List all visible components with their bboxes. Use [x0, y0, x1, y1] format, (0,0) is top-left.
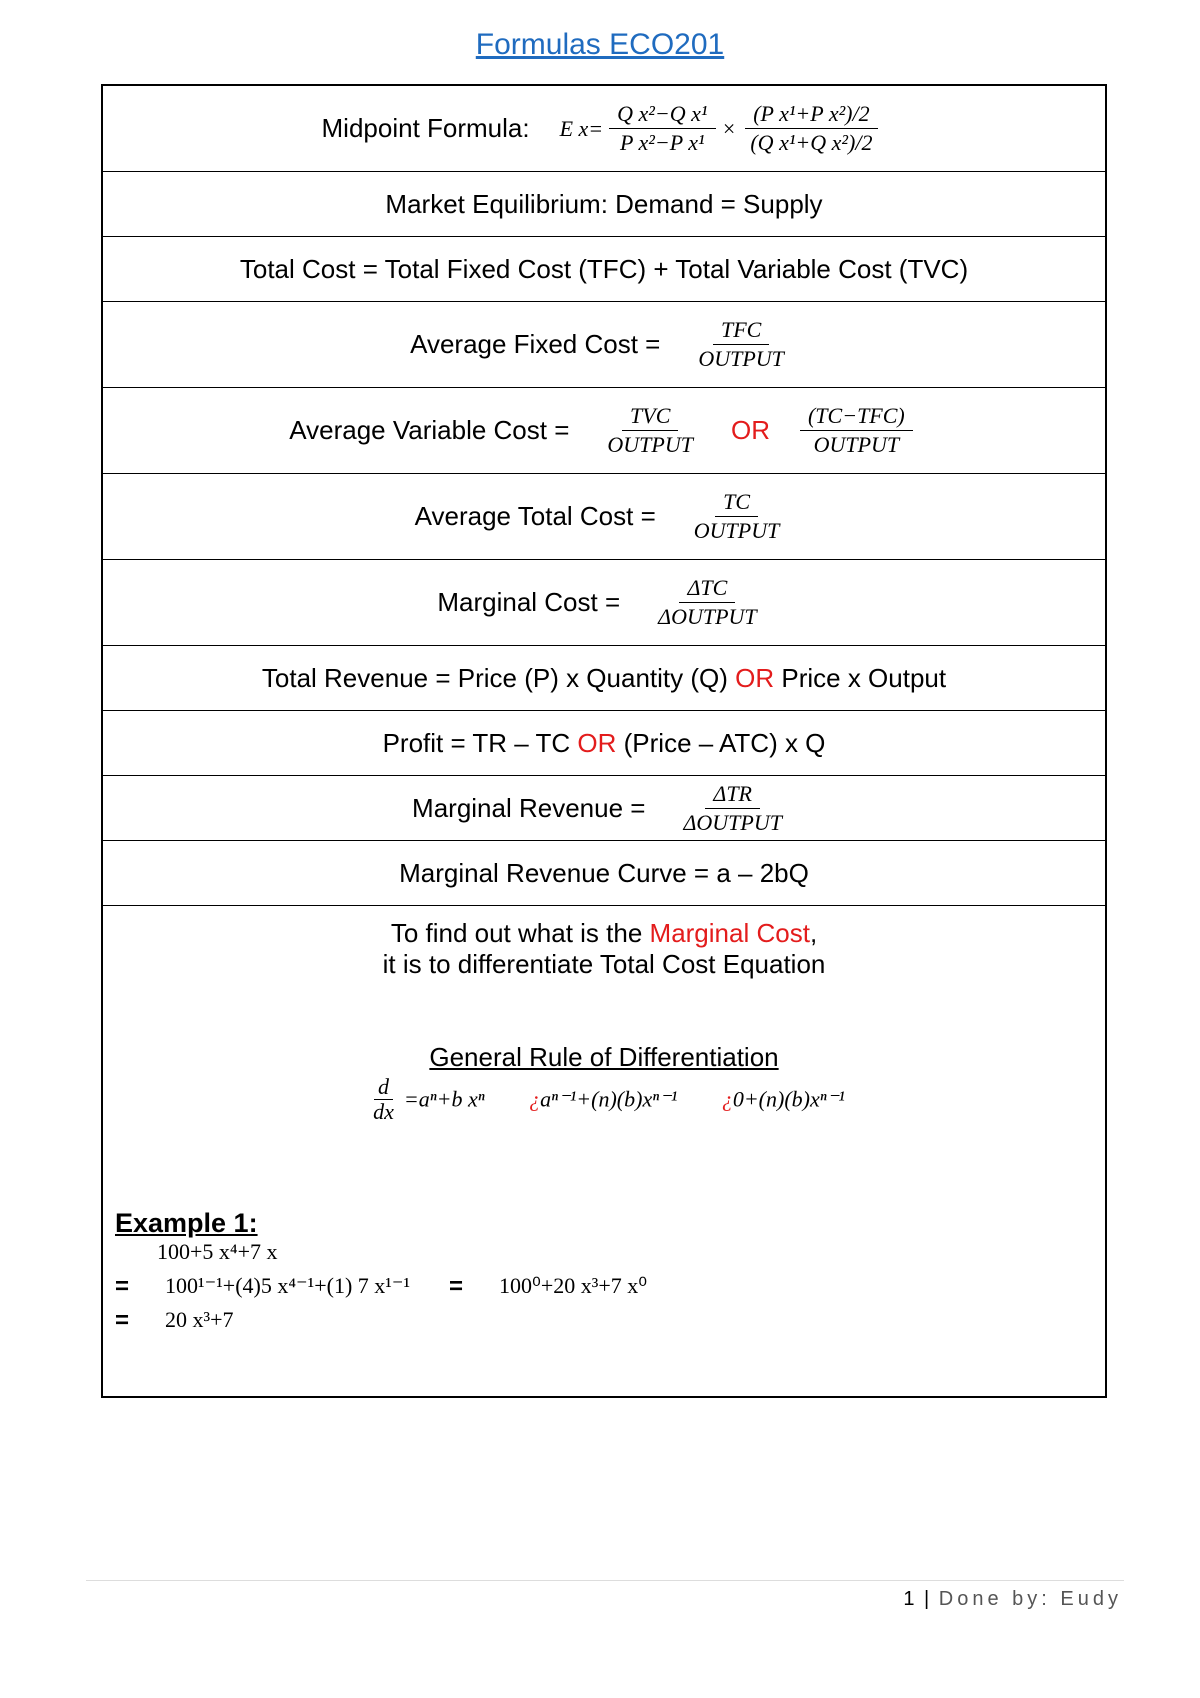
equilibrium-row [103, 172, 1105, 237]
differentiation-section [103, 906, 1105, 1396]
rule-mark-1: ¿ [529, 1086, 541, 1112]
d-numerator: d [374, 1075, 393, 1100]
example-equals-3: = [115, 1307, 130, 1334]
profit-row [103, 711, 1105, 776]
rule-title: General Rule of Differentiation [429, 1042, 779, 1072]
mr-fraction [675, 780, 789, 837]
rule-mark-2: ¿ [721, 1086, 733, 1112]
afc-numerator: TFC [713, 316, 769, 345]
footer [903, 1588, 1122, 1611]
footer-divider [86, 1580, 1124, 1581]
example-line-1 [103, 1239, 1105, 1273]
midpoint-denominator-2: (Q x¹+Q x²)/2 [750, 130, 873, 155]
diff-intro-line-1 [103, 918, 1105, 949]
mc-denominator: ΔOUTPUT [658, 604, 757, 629]
example-title: Example 1: [115, 1208, 258, 1238]
example-step-2a: 100¹⁻¹+(4)5 x⁴⁻¹+(1) 7 x¹⁻¹ [165, 1273, 411, 1298]
rule-part-c: 0+(n)(b)xⁿ⁻¹ [732, 1086, 845, 1112]
total-cost-row [103, 237, 1105, 302]
afc-fraction [690, 316, 792, 373]
mr-label: Marginal Revenue = [412, 792, 646, 823]
midpoint-denominator-1: P x²−P x¹ [620, 130, 705, 155]
rule-part-a: =aⁿ+b xⁿ [403, 1086, 485, 1112]
total-revenue-row [103, 646, 1105, 711]
mr-numerator: ΔTR [705, 780, 760, 809]
mc-label: Marginal Cost = [437, 587, 621, 617]
atc-denominator: OUTPUT [693, 518, 780, 543]
avc-row [103, 388, 1105, 474]
atc-label: Average Total Cost = [414, 501, 656, 531]
rule-part-b: aⁿ⁻¹+(n)(b)xⁿ⁻¹ [540, 1086, 678, 1112]
page-number: 1 [903, 1588, 915, 1610]
midpoint-numerator-1: Q x²−Q x¹ [609, 100, 715, 129]
footer-separator: | [924, 1588, 930, 1610]
example-line-3 [103, 1307, 1105, 1341]
profit-text-b: (Price – ATC) x Q [623, 727, 826, 758]
atc-numerator: TC [715, 488, 758, 517]
times-sign: × [721, 115, 737, 141]
midpoint-fraction-1 [609, 100, 715, 157]
mc-row [103, 560, 1105, 646]
diff-intro-line-2: it is to differentiate Total Cost Equation [382, 949, 826, 979]
atc-row [103, 474, 1105, 560]
total-cost-text: Total Cost = Total Fixed Cost (TFC) + Total Variable Cost (TVC) [239, 253, 969, 284]
midpoint-fraction-2 [742, 100, 880, 157]
example-line-2 [103, 1273, 1105, 1307]
diff-intro-text: To find out what is the [390, 918, 643, 948]
example-expression: 100+5 x⁴+7 x [157, 1239, 278, 1264]
mr-curve-text: Marginal Revenue Curve = a – 2bQ [399, 857, 809, 888]
rule-formula [103, 1075, 1105, 1124]
mr-denominator: ΔOUTPUT [683, 809, 782, 835]
tr-text-b: Price x Output [781, 662, 947, 693]
mc-fraction [650, 574, 764, 631]
avc-or: OR [730, 415, 770, 445]
example-result: 20 x³+7 [165, 1307, 234, 1332]
equilibrium-text: Market Equilibrium: Demand = Supply [385, 188, 823, 219]
example-equals-1: = [115, 1273, 130, 1300]
midpoint-lhs: E x= [559, 115, 604, 141]
avc-denominator: OUTPUT [607, 432, 693, 457]
diff-marginal-cost: Marginal Cost [649, 918, 810, 948]
profit-or: OR [577, 727, 617, 758]
dx-denominator: dx [373, 1099, 394, 1124]
avc-denominator-alt: OUTPUT [813, 432, 900, 457]
afc-row [103, 302, 1105, 388]
afc-label: Average Fixed Cost = [410, 329, 661, 359]
atc-fraction [686, 488, 788, 545]
mr-curve-row [103, 841, 1105, 906]
tr-text-a: Total Revenue = Price (P) x Quantity (Q) [261, 662, 728, 693]
tr-or: OR [735, 662, 775, 693]
midpoint-row [103, 86, 1105, 172]
page-title: Formulas ECO201 [475, 28, 725, 61]
diff-intro-comma: , [809, 918, 818, 948]
avc-numerator-alt: (TC−TFC) [800, 402, 913, 431]
avc-numerator: TVC [622, 402, 678, 431]
footer-author: Done by: Eudy [938, 1588, 1122, 1610]
avc-fraction-alt [800, 402, 913, 459]
example-step-2b: 100⁰+20 x³+7 x⁰ [499, 1273, 648, 1298]
mc-numerator: ΔTC [679, 574, 735, 603]
example-equals-2: = [449, 1273, 464, 1300]
avc-fraction [599, 402, 701, 459]
avc-label: Average Variable Cost = [289, 415, 570, 445]
formula-table [101, 84, 1107, 1398]
profit-text-a: Profit = TR – TC [382, 727, 571, 758]
d-dx-fraction [369, 1075, 398, 1124]
afc-denominator: OUTPUT [698, 346, 784, 371]
midpoint-numerator-2: (P x¹+P x²)/2 [745, 100, 877, 129]
midpoint-label: Midpoint Formula: [321, 113, 530, 143]
mr-row [103, 776, 1105, 841]
